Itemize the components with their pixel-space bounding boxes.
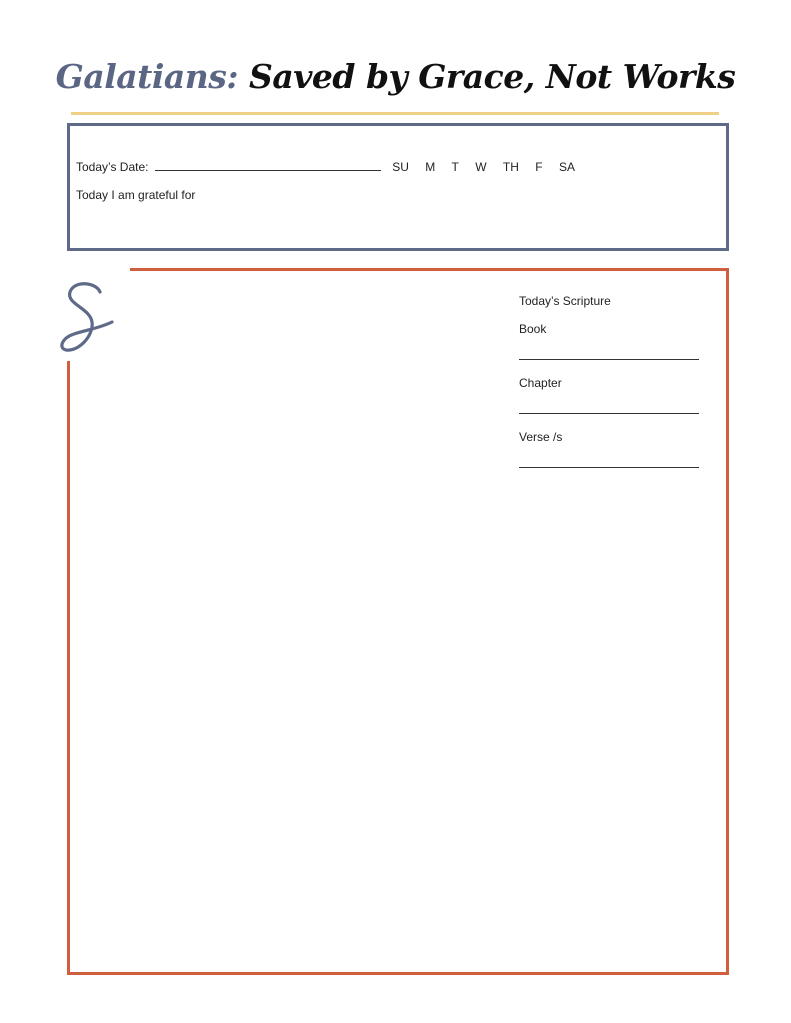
script-s-letter-icon bbox=[56, 278, 116, 358]
scripture-heading: Today’s Scripture bbox=[519, 294, 611, 308]
day-option-m[interactable]: M bbox=[425, 160, 436, 174]
day-option-sa[interactable]: SA bbox=[558, 160, 575, 174]
chapter-input-line[interactable] bbox=[519, 412, 699, 414]
day-option-th[interactable]: TH bbox=[502, 160, 519, 174]
verse-label: Verse /s bbox=[519, 430, 563, 444]
date-row bbox=[76, 160, 588, 174]
scripture-details bbox=[519, 294, 699, 484]
chapter-label: Chapter bbox=[519, 376, 562, 390]
page-title bbox=[0, 52, 791, 102]
book-input-line[interactable] bbox=[519, 358, 699, 360]
day-option-w[interactable]: W bbox=[475, 160, 487, 174]
verse-input-line[interactable] bbox=[519, 466, 699, 468]
title-subtitle: Saved by Grace, Not Works bbox=[238, 57, 736, 96]
day-of-week-options bbox=[392, 160, 588, 174]
day-option-su[interactable]: SU bbox=[392, 160, 409, 174]
date-section bbox=[67, 123, 729, 251]
title-divider bbox=[71, 112, 719, 115]
title-colon: : bbox=[226, 57, 239, 96]
day-option-t[interactable]: T bbox=[451, 160, 459, 174]
book-label: Book bbox=[519, 322, 547, 336]
title-book-name: Galatians bbox=[55, 57, 227, 96]
date-input-line[interactable] bbox=[155, 160, 381, 171]
grateful-prompt: Today I am grateful for bbox=[76, 188, 196, 202]
day-option-f[interactable]: F bbox=[535, 160, 543, 174]
date-label: Today’s Date: bbox=[76, 160, 149, 174]
